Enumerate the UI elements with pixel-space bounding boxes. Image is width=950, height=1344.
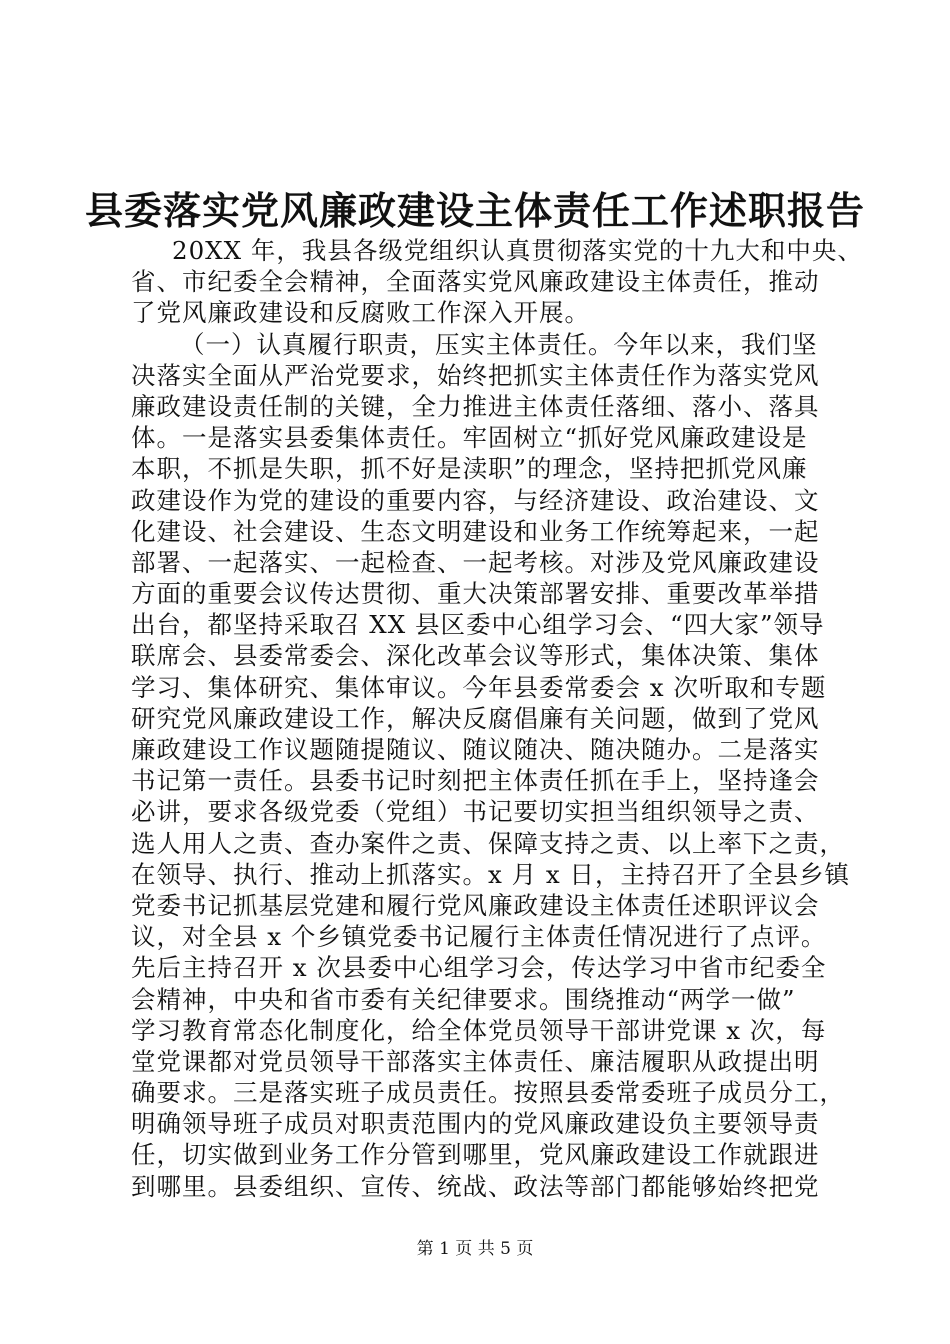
body-line: 先后主持召开 x 次县委中心组学习会，传达学习中省市纪委全 [131,953,827,983]
body-line: 任，切实做到业务工作分管到哪里，党风廉政建设工作就跟进 [131,1140,820,1170]
body-line: 选人用人之责、查办案件之责、保障支持之责、以上率下之责， [131,828,845,858]
body-line: 确要求。三是落实班子成员责任。按照县委常委班子成员分工， [131,1078,845,1108]
body-line: 政建设作为党的建设的重要内容，与经济建设、政治建设、文 [131,485,820,515]
body-line: 廉政建设责任制的关键，全力推进主体责任落细、落小、落具 [131,391,820,421]
body-line: 学习教育常态化制度化，给全体党员领导干部讲党课 x 次，每 [131,1015,827,1045]
body-line: 议，对全县 x 个乡镇党委书记履行主体责任情况进行了点评。 [131,922,827,952]
body-line: 堂党课都对党员领导干部落实主体责任、廉洁履职从政提出明 [131,1046,820,1076]
body-line: 必讲，要求各级党委（党组）书记要切实担当组织领导之责、 [131,797,820,827]
document-title: 县委落实党风廉政建设主体责任工作述职报告 [84,188,865,233]
body-line: 明确领导班子成员对职责范围内的党风廉政建设负主要领导责 [131,1109,820,1139]
body-line: 到哪里。县委组织、宣传、统战、政法等部门都能够始终把党 [131,1171,820,1201]
body-line: 会精神，中央和省市委有关纪律要求。围绕推动“两学一做” [131,984,796,1014]
body-line: 本职，不抓是失职，抓不好是渎职”的理念，坚持把抓党风廉 [131,454,808,484]
body-line: 联席会、县委常委会、深化改革会议等形式，集体决策、集体 [131,641,820,671]
body-line: 化建设、社会建设、生态文明建设和业务工作统筹起来，一起 [131,516,820,546]
body-line: 出台，都坚持采取召 XX 县区委中心组学习会、“四大家”领导 [131,610,825,640]
body-line: （一）认真履行职责，压实主体责任。今年以来，我们坚 [180,329,818,359]
body-line: 了党风廉政建设和反腐败工作深入开展。 [131,298,590,328]
body-line: 决落实全面从严治党要求，始终把抓实主体责任作为落实党风 [131,360,820,390]
page-footer: 第 1 页 共 5 页 [416,1239,534,1259]
body-line: 方面的重要会议传达贯彻、重大决策部署安排、重要改革举措 [131,579,820,609]
document-body [131,235,863,1202]
body-line: 在领导、执行、推动上抓落实。x 月 x 日，主持召开了全县乡镇 [131,859,850,889]
body-line: 研究党风廉政建设工作，解决反腐倡廉有关问题，做到了党风 [131,703,820,733]
body-line: 20XX 年，我县各级党组织认真贯彻落实党的十九大和中央、 [172,236,863,265]
body-line: 省、市纪委全会精神，全面落实党风廉政建设主体责任，推动 [131,267,820,297]
body-line: 书记第一责任。县委书记时刻把主体责任抓在手上，坚持逢会 [131,766,820,796]
body-line: 党委书记抓基层党建和履行党风廉政建设主体责任述职评议会 [131,890,820,920]
body-line: 学习、集体研究、集体审议。今年县委常委会 x 次听取和专题 [131,672,827,702]
body-line: 廉政建设工作议题随提随议、随议随决、随决随办。二是落实 [131,735,820,764]
body-line: 部署、一起落实、一起检查、一起考核。对涉及党风廉政建设 [131,547,820,577]
body-line: 体。一是落实县委集体责任。牢固树立“抓好党风廉政建设是 [131,423,808,453]
